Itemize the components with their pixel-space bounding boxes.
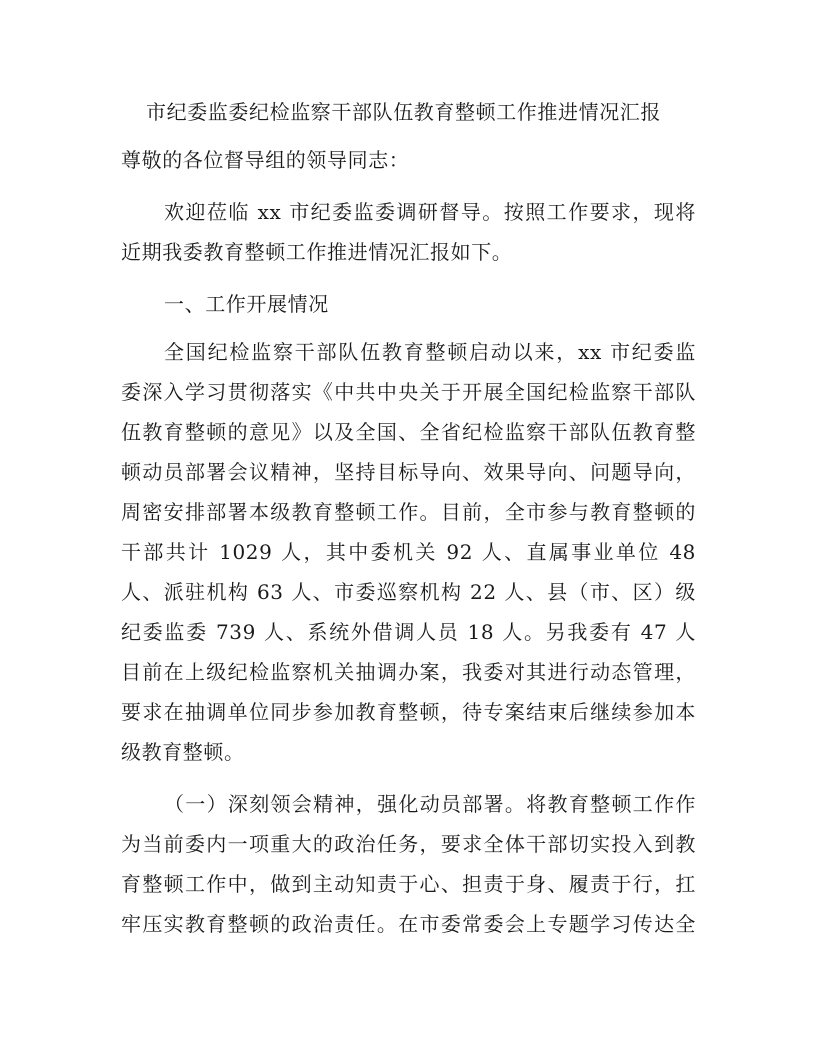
paragraph-line: 周密安排部署本级教育整顿工作。目前，全市参与教育整顿的 [121,500,696,524]
paragraph-line: 为当前委内一项重大的政治任务，要求全体干部切实投入到教 [121,832,696,856]
paragraph-line: 育整顿工作中，做到主动知责于心、担责于身、履责于行，扛 [121,872,696,896]
paragraph-line: 伍教育整顿的意见》以及全国、全省纪检监察干部队伍教育整 [121,420,696,444]
section-heading: 一、工作开展情况 [164,292,329,316]
paragraph-line: 全国纪检监察干部队伍教育整顿启动以来，xx 市纪委监 [164,340,696,364]
paragraph-line: 级教育整顿。 [121,740,245,764]
paragraph-line: 目前在上级纪检监察机关抽调办案，我委对其进行动态管理， [121,660,696,684]
paragraph-line: 纪委监委 739 人、系统外借调人员 18 人。另我委有 47 人 [121,620,696,644]
document-title: 市纪委监委纪检监察干部队伍教育整顿工作推进情况汇报 [146,100,661,124]
paragraph-line: 顿动员部署会议精神，坚持目标导向、效果导向、问题导向， [121,460,696,484]
salutation: 尊敬的各位督导组的领导同志： [121,148,410,172]
paragraph-line: 要求在抽调单位同步参加教育整顿，待专案结束后继续参加本 [121,700,696,724]
paragraph-line: 委深入学习贯彻落实《中共中央关于开展全国纪检监察干部队 [121,380,696,404]
paragraph-line: 干部共计 1029 人，其中委机关 92 人、直属事业单位 48 [121,540,696,564]
intro-line: 欢迎莅临 xx 市纪委监委调研督导。按照工作要求，现将 [164,200,696,224]
intro-line: 近期我委教育整顿工作推进情况汇报如下。 [121,240,513,264]
paragraph-line: 人、派驻机构 63 人、市委巡察机构 22 人、县（市、区）级 [121,580,696,604]
paragraph-line: 牢压实教育整顿的政治责任。在市委常委会上专题学习传达全 [121,912,696,936]
paragraph-line: （一）深刻领会精神，强化动员部署。将教育整顿工作作 [164,792,696,816]
